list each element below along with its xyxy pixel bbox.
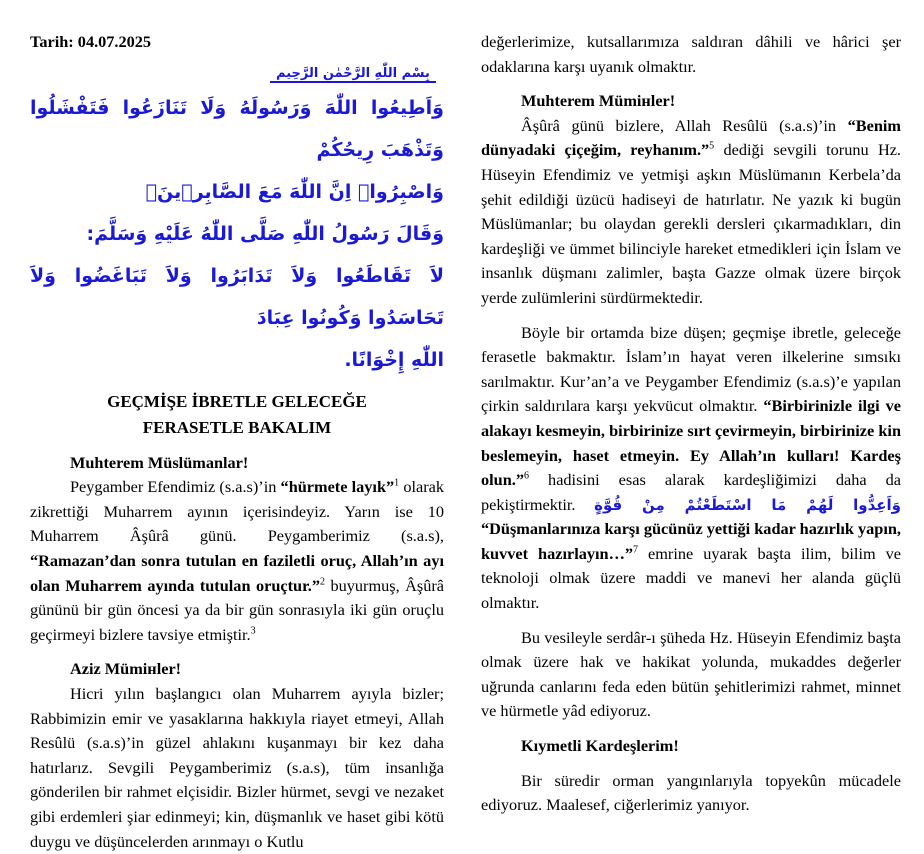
paragraph-hicri-yil: Hicri yılın başlangıcı olan Muharrem ayıyla bizler; Rabbimizin emir ve yasaklarına hakkıyla riayet etmeyi, Allah Resûlü (s.a.s)’in güzel ahlakını kuşanmayı bir kez daha hatırlarız. Sevgili Peygamberimiz (s.a.s), tüm insanlığa gönderilen bir rahmet elçisidir. Bizler hürmet, sevgi ve nezaket gibi erdemleri şiar edinmeyi; kin, düşmanlık ve haset gibi kötü duygu ve düşüncelerden arınmayı o Kutlu [30, 683, 444, 851]
sermon-date: Tarih: 04.07.2025 [30, 32, 152, 51]
heading-aziz-mu-minler: Aziz Mümінler! [70, 659, 182, 679]
ayah-line-2: وَاصْبِرُواۜ اِنَّ اللّٰهَ مَعَ الصَّابِر۪ينَۚ [145, 180, 444, 203]
paragraph-continued: değerlerimize, kutsallarımıza saldıran dâhili ve hârici şer odaklarına karşı uyanık olmaktır. [481, 32, 901, 76]
paragraph-orman-yanginlari: Bir süredir orman yangınlarıyla topyekûn mücadele ediyoruz. Maalesef, ciğerlerimiz yanıyor. [481, 770, 901, 815]
heading-muhterem-muslumanlar: Muhterem Müslümanlar! [70, 452, 249, 472]
paragraph-asura: Âşûrâ günü bizlere, Allah Resûlü (s.a.s)’in “Benim dünyadaki çiçeğim, reyhanım.”$^5$ dediği sevgili torunu Hz. Hüseyin Efendimiz ve yetmişi aşkın Müslümanın Kerbela’da şehit edildiği üzücü hadiseyi de hatırlatır. Ne yazık ki bugün Müslümanlar; bu olaydan gerekli dersleri çıkarmadıkları, din kardeşliği ve ümmet bilinciyle hareket etmedikleri için İslam ve insanlık düşmanı zalimler, başta Gazze olmak üzere birçok yerde zulümlerini sürdürmektedir. [481, 115, 901, 307]
hadith-line-1: لاَ تَقَاطَعُوا وَلاَ تَدَابَرُوا وَلاَ تَبَاغَضُوا وَلاَ تَحَاسَدُوا وَكُونُوا عِبَادَ [30, 264, 444, 329]
hadith-line-2: اللّٰهِ إِخْوَانًا. [344, 348, 444, 371]
ayah-inline: وَاَعِدُّوا لَهُمْ مَا اسْتَطَعْتُمْ مِنْ قُوَّةٍ [594, 495, 901, 514]
paragraph-muharrem: Peygamber Efendimiz (s.a.s)’in “hürmete layık”$^1$ olarak zikrettiği Muharrem ayının içerisindeyiz. Yarın ise 10 Muharrem Âşûrâ günü. Peygamberimiz (s.a.s), “Ramazan’dan sonra tutulan en faziletli oruç, Allah’ın ayı olan Muharrem ayında tutulan oruçtur.”$^2$ buyurmuş, Âşûrâ gününü bir gün öncesi ya da bir gün sonrasıyla iki gün oruçlu geçirmeyi bizlere tavsiye etmiştir.$^3$ [30, 477, 445, 644]
basmala-calligraphy: بِسْمِ اللّٰهِ الرَّحْمٰنِ الرَّحِيمِ [30, 61, 444, 87]
left-column [30, 0, 444, 854]
paragraph-feraset: Böyle bir ortamda bize düşen; geçmişe ibretle, geleceğe ferasetle bakmaktır. İslam’ın hayat veren ilkelerine sımsıkı sarılmaktır. Kur’an’a ve Peygamber Efendimiz (s.a.s)’e yapılan çirkin saldırılara karşı yekvücut olmaktır. “Birbirinizle ilgi ve alakayı kesmeyin, birbirinize sırt çevirmeyin, birbirinize kin beslemeyin, haset etmeyin. Ey Allah’ın kulları! Kardeş olun.”$^6$ hadisini esas alarak kardeşliğimizi daha da pekiştirmektir. وَاَعِدُّوا لَهُمْ مَا اسْتَطَعْتُمْ مِنْ قُوَّةٍ “Düşmanlarınıza karşı gücünüz yettiği kadar hazırlık yapın, kuvvet hazırlayın…”$^7$ emrine uyarak başta ilim, bilim ve teknoloji olmak üzere maddi ve manevi her alanda güçlü olmaktır. [481, 322, 901, 613]
sermon-title-line-2: FERASETLE BAKALIM [142, 417, 332, 437]
sermon-title-line-1: GEÇMİŞE İBRETLE GELECEĞE [107, 391, 367, 411]
ayah-line-1: وَاَطِيعُوا اللّٰهَ وَرَسُولَهُ وَلَا تَنَازَعُوا فَتَفْشَلُوا وَتَذْهَبَ رِيحُكُمْ [30, 96, 444, 161]
hadith-intro: وَقَالَ رَسُولُ اللّٰهِ صَلَّى اللّٰهُ عَلَيْهِ وَسَلَّمَ: [86, 222, 444, 245]
heading-kiymetli-kardeslerim: Kıymetli Kardeşlerim! [521, 736, 679, 756]
heading-muhterem-mu-minler: Muhterem Mümінler! [521, 91, 676, 111]
paragraph-sehitler: Bu vesileyle serdâr-ı şüheda Hz. Hüseyin Efendimiz başta olmak üzere hak ve hakikat yolunda, mukaddes değerler uğrunda canlarını feda eden bütün şehitlerimizi rahmet, minnet ve hürmetle yâd ediyoruz. [481, 627, 901, 721]
right-column [481, 0, 901, 818]
